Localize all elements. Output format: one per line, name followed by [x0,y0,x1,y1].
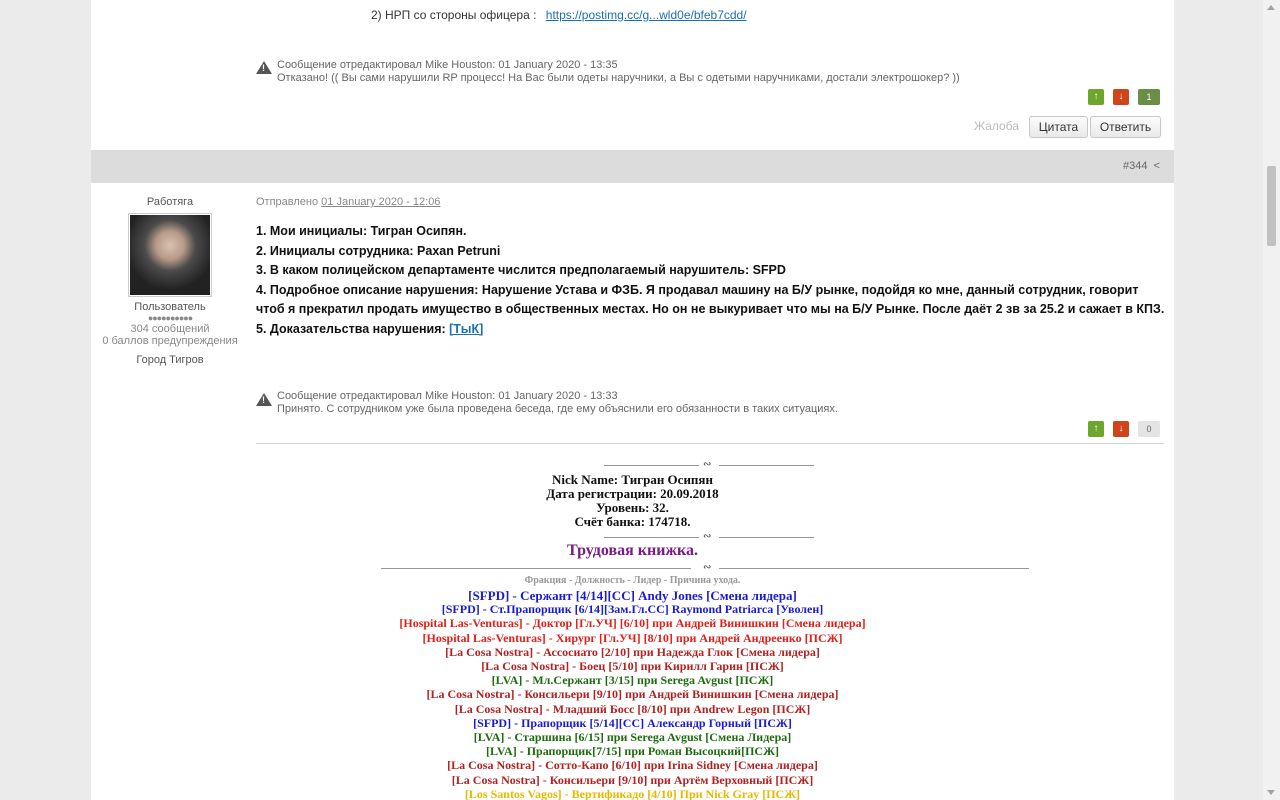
workbook-entry: [SFPD] - Прапорщик [5/14][CC] Александр Горный [ПСЖ] [473,715,792,730]
author-posts: 304 сообщений [130,323,210,335]
workbook-entry: [La Cosa Nostra] - Ассосиато [2/10] при Надежда Глок [Смена лидера] [445,644,820,659]
author-location: Город Тигров [136,354,204,366]
ornament-icon: ∾ [703,531,712,542]
quote-button[interactable]: Цитата [1029,116,1088,138]
evidence-link[interactable]: https://postimg.cc/g...wld0e/bfeb7cdd/ [545,8,747,22]
workbook-entry: [SFPD] - Сержант [4/14][CC] Andy Jones [Смена лидера] [468,588,797,603]
workbook-entry: [LVA] - Мл.Сержант [3/15] при Serega Avgust [ПСЖ] [491,673,774,688]
sig-nick: Nick Name: Тигран Осипян [552,472,713,487]
scrollbar[interactable] [1263,0,1280,800]
author-group: Пользователь [134,301,206,313]
scroll-up-icon[interactable] [1267,5,1275,10]
edit-note-text: Принято. С сотрудником уже была проведена беседа, где ему объяснили его обязанности в таких ситуациях. [277,403,838,415]
post-number[interactable]: #344 < [1123,160,1160,172]
workbook-entry: [SFPD] - Ст.Прапорщик [6/14][Зам.Гл.CC] Raymond Patriarca [Уволен] [441,602,824,617]
workbook-entry: [La Cosa Nostra] - Консильери [9/10] при Артём Верховный [ПСЖ] [451,772,814,787]
workbook-legend: Фракция - Должность - Лидер - Причина ухода. [524,575,741,586]
share-icon[interactable]: < [1153,160,1160,172]
workbook-title: Трудовая книжка. [567,542,698,559]
post-line: 5. Доказательства нарушения: [ТыК] [256,321,484,336]
scroll-thumb[interactable] [1267,166,1276,246]
post-line: 2. Инициалы сотрудника: Paxan Petruni [256,243,501,258]
workbook-entry: [LVA] - Прапорщик[7/15] при Роман Высоцкий[ПСЖ] [486,744,779,759]
evidence-link[interactable]: [ТыК] [449,321,484,336]
evidence-line [371,8,747,22]
rep-down-icon[interactable]: ↓ [1113,421,1129,437]
author-warnings: 0 баллов предупреждения [102,335,238,347]
post-header-bar [91,150,1174,183]
avatar[interactable] [128,213,212,297]
post-line: чтоб я прекратил продать имущество в общественных местах. Но он не выкуривает что мы на Б/У Рынке. После даёт 2 зв за 25.2 и сажает в КПЗ. [256,302,1165,316]
workbook-entry: [La Cosa Nostra] - Младший Босс [8/10] при Andrew Legon [ПСЖ] [454,701,811,716]
rep-count: 0 [1138,421,1160,437]
workbook-entry: [La Cosa Nostra] - Сотто-Капо [6/10] при Irina Sidney [Смена лидера] [447,758,818,773]
sig-reg: Дата регистрации: 20.09.2018 [546,486,719,501]
ornament-icon: ∾ [703,459,712,470]
post-line: 4. Подробное описание нарушения: Нарушение Устава и ФЗБ. Я продавал машину на Б/У рынке, подойдя ко мне, данный сотрудник, говорит [256,282,1139,297]
sig-level: Уровень: 32. [596,500,669,515]
workbook-entry: [LVA] - Старшина [6/15] при Serega Avgust [Смена Лидера] [473,730,792,744]
edit-note [277,390,838,416]
rep-up-icon[interactable]: ↑ [1088,89,1104,105]
forum-page [91,0,1174,800]
author-title: Работяга [146,196,194,208]
post-body [256,222,1166,339]
edit-note [277,59,960,85]
workbook-entry: [Hospital Las-Venturas] - Доктор [Гл.УЧ] [6/10] при Андрей Винишкин [Смена лидера] [399,616,866,631]
rep-count: 1 [1138,89,1160,105]
post-date: Отправлено 01 January 2020 - 12:06 [256,196,441,208]
warning-icon [256,393,272,406]
warning-icon [256,61,272,74]
workbook-entry: [Hospital Las-Venturas] - Хирург [Гл.УЧ] [8/10] при Андрей Андреенко [ПСЖ] [422,630,843,645]
sig-bank: Счёт банка: 174718. [574,514,691,529]
post-line: 3. В каком полицейском департаменте числится предполагаемый нарушитель: SFPD [256,263,786,277]
rep-up-icon[interactable]: ↑ [1088,421,1104,437]
edit-note-title: Сообщение отредактировал Mike Houston: 01 January 2020 - 13:33 [277,390,618,402]
workbook-entry: [La Cosa Nostra] - Консильери [9/10] при Андрей Винишкин [Смена лидера] [426,687,839,702]
evidence-label: 2) НРП со стороны офицера : [371,8,537,22]
reply-button[interactable]: Ответить [1090,116,1161,138]
rank-pips: ●●●●●●●●●● [147,313,193,323]
edit-note-title: Сообщение отредактировал Mike Houston: 01 January 2020 - 13:35 [277,59,618,71]
workbook-entry: [La Cosa Nostra] - Боец [5/10] при Кирилл Гарин [ПСЖ] [481,659,784,673]
ornament-icon: ∾ [703,562,712,573]
signature-divider [256,443,1164,444]
edit-note-text: Отказано! (( Вы сами нарушили RP процесс! На Вас были одеты наручники, а Вы с одетыми наручниками, достали электрошокер? )) [277,72,960,84]
complaint-link[interactable]: Жалоба [974,119,1019,133]
rep-down-icon[interactable]: ↓ [1113,89,1129,105]
author-panel [91,196,249,366]
scroll-down-icon[interactable] [1267,790,1275,795]
post-line: 1. Мои инициалы: Тигран Осипян. [256,224,467,238]
workbook-entry: [Los Santos Vagos] - Вертификадо [4/10] При Nick Gray [ПСЖ] [464,786,801,800]
